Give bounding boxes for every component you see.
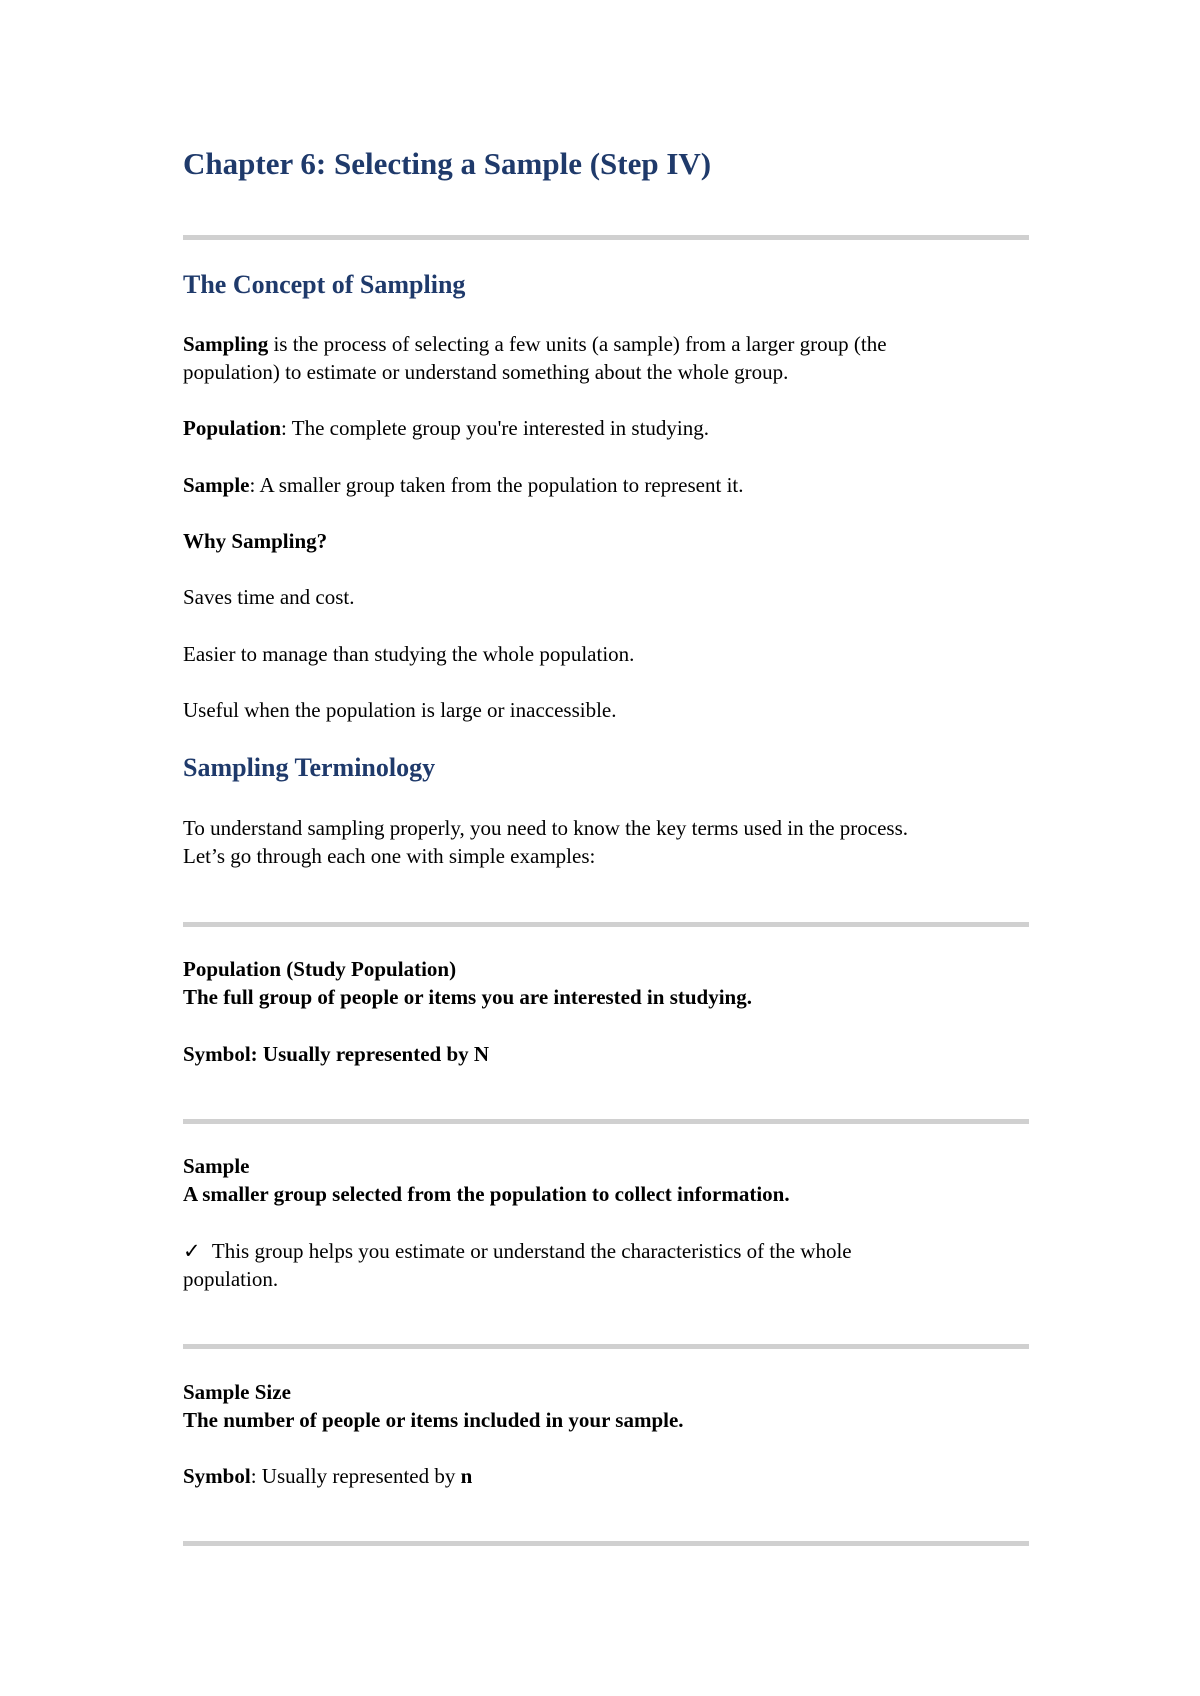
term-title-sample-size: Sample Size — [183, 1380, 291, 1404]
population-definition — [183, 414, 1033, 442]
sample-definition-text: : A smaller group taken from the population to represent it. — [249, 473, 744, 497]
symbol-text: : Usually represented by — [250, 1464, 461, 1488]
reason-item: Easier to manage than studying the whole population. — [183, 642, 635, 666]
why-sampling-heading: Why Sampling? — [183, 529, 328, 553]
term-definition-sample-size: The number of people or items included in your sample. — [183, 1408, 684, 1432]
term-definition-population: The full group of people or items you are interested in studying. — [183, 985, 752, 1009]
sampling-definition — [183, 330, 1033, 358]
horizontal-divider — [183, 922, 1029, 927]
terminology-intro-line2: Let’s go through each one with simple examples: — [183, 844, 596, 868]
sampling-definition-text: is the process of selecting a few units (a sample) from a larger group (the — [268, 332, 887, 356]
checkmark-icon: ✓ — [183, 1239, 201, 1263]
section-heading-concept: The Concept of Sampling — [183, 270, 466, 299]
term-population: Population — [183, 416, 282, 440]
sample-note-line2: population. — [183, 1267, 279, 1291]
sampling-definition-line2: population) to estimate or understand something about the whole group. — [183, 360, 789, 384]
horizontal-divider — [183, 1119, 1029, 1124]
term-definition-sample: A smaller group selected from the population to collect information. — [183, 1182, 790, 1206]
section-heading-terminology: Sampling Terminology — [183, 753, 436, 782]
population-definition-text: : The complete group you're interested in studying. — [281, 416, 709, 440]
sample-note-text: This group helps you estimate or understand the characteristics of the whole — [207, 1239, 852, 1263]
terminology-intro: To understand sampling properly, you need to know the key terms used in the process. — [183, 816, 909, 840]
term-title-sample: Sample — [183, 1154, 250, 1178]
symbol-value: n — [460, 1464, 473, 1488]
reason-item: Useful when the population is large or inaccessible. — [183, 698, 617, 722]
horizontal-divider — [183, 1344, 1029, 1349]
horizontal-divider — [183, 235, 1029, 240]
sample-definition — [183, 471, 1033, 499]
term-symbol-sample-size — [183, 1462, 1033, 1490]
horizontal-divider — [183, 1541, 1029, 1546]
term-symbol-population: Symbol: Usually represented by N — [183, 1042, 490, 1066]
symbol-label: Symbol — [183, 1464, 251, 1488]
chapter-title: Chapter 6: Selecting a Sample (Step IV) — [183, 146, 712, 181]
sample-note — [183, 1237, 1033, 1265]
term-title-population: Population (Study Population) — [183, 957, 457, 981]
term-sampling: Sampling — [183, 332, 269, 356]
term-sample: Sample — [183, 473, 250, 497]
reason-item: Saves time and cost. — [183, 585, 355, 609]
